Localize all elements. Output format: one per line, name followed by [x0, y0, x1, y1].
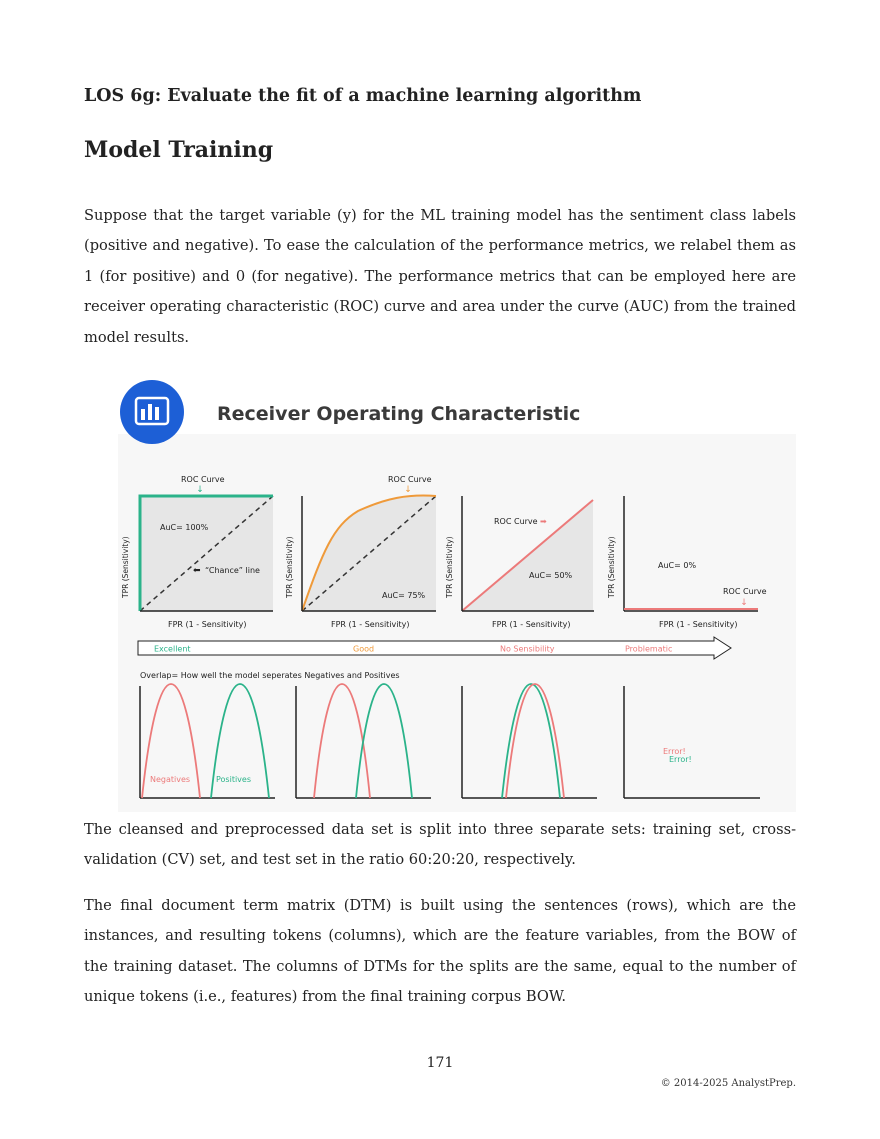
svg-text:↓: ↓	[740, 598, 748, 608]
auc-label-4: AuC= 0%	[658, 561, 697, 570]
x-axis-label-3: FPR (1 - Sensitivity)	[492, 620, 571, 629]
paragraph-intro: Suppose that the target variable (y) for the ML training model has the sentiment class labels (positive and negative). To ease the calculation of the performance metrics, we relabel them as 1 (for positive) and 0 (for negative). The performance metrics that can be employed here are receiver operating characteristic (ROC) curve and area under the curve (AUC) from the trained model results.	[84, 207, 796, 346]
y-axis-label-4: TPR (Sensitivity)	[607, 536, 616, 598]
auc-label-3: AuC= 50%	[529, 571, 573, 580]
x-axis-label-2: FPR (1 - Sensitivity)	[331, 620, 410, 629]
y-axis-label-1: TPR (Sensitivity)	[121, 536, 130, 598]
copyright-notice: © 2014-2025 AnalystPrep.	[660, 1078, 796, 1089]
quality-excellent: Excellent	[154, 644, 191, 654]
quality-no-sensibility: No Sensibility	[500, 644, 555, 654]
roc-curve-label: ROC Curve	[181, 475, 225, 484]
section-title: Model Training	[84, 137, 274, 163]
overlap-caption: Overlap= How well the model seperates Negatives and Positives	[140, 671, 400, 680]
roc-panel-1	[121, 475, 273, 629]
svg-text:➡: ➡	[540, 517, 547, 526]
chance-line-label: “Chance” line	[205, 566, 260, 575]
auc-label-1: AuC= 100%	[160, 523, 209, 532]
bar-chart-icon	[120, 380, 184, 444]
x-axis-label-4: FPR (1 - Sensitivity)	[659, 620, 738, 629]
negatives-label: Negatives	[150, 775, 191, 784]
page-number: 171	[426, 1055, 454, 1071]
figure-title: Receiver Operating Characteristic	[217, 403, 581, 425]
y-axis-label-3: TPR (Sensitivity)	[445, 536, 454, 598]
roc-curve-label-4: ROC Curve	[723, 587, 767, 596]
roc-curve-label-2: ROC Curve	[388, 475, 432, 484]
svg-text:↓: ↓	[196, 485, 204, 495]
x-axis-label-1: FPR (1 - Sensitivity)	[168, 620, 247, 629]
paragraph-split: The cleansed and preprocessed data set is split into three separate sets: training set, cross-validation (CV) set, and test set in the ratio 60:20:20, respectively.	[84, 821, 796, 869]
los-heading: LOS 6g: Evaluate the fit of a machine learning algorithm	[84, 86, 642, 106]
error-label-negative: Error!	[663, 747, 686, 756]
auc-label-2: AuC= 75%	[382, 591, 426, 600]
roc-curve-label-3: ROC Curve	[494, 517, 538, 526]
paragraph-dtm: The final document term matrix (DTM) is built using the sentences (rows), which are the instances, and resulting tokens (columns), which are the feature variables, from the BOW of the training dataset. The columns of DTMs for the splits are the same, equal to the number of unique tokens (i.e., features) from the final training corpus BOW.	[84, 897, 796, 1006]
quality-problematic: Problematic	[625, 644, 673, 654]
quality-good: Good	[353, 644, 375, 654]
svg-text:⬅: ⬅	[193, 566, 201, 576]
y-axis-label-2: TPR (Sensitivity)	[285, 536, 294, 598]
roc-figure	[118, 376, 796, 812]
svg-text:↓: ↓	[404, 485, 412, 495]
error-label-positive: Error!	[669, 755, 692, 764]
positives-label: Positives	[216, 775, 252, 784]
